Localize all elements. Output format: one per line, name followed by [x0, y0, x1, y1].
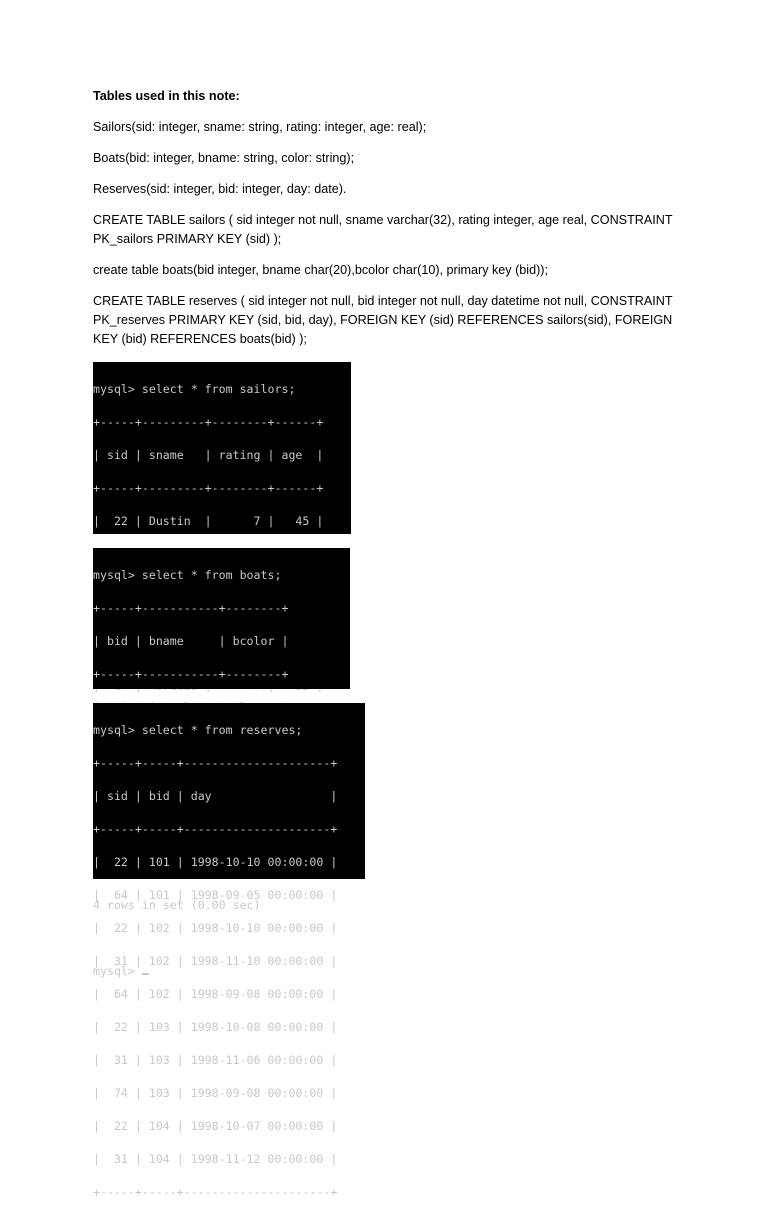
note-heading: Tables used in this note:: [93, 89, 240, 103]
table-header: | sid | sname | rating | age |: [93, 448, 324, 462]
console-command: mysql> select * from reserves;: [93, 723, 303, 737]
schema-sailors: Sailors(sid: integer, sname: string, rating: integer, age: real);: [93, 120, 427, 134]
table-row: | 31 | 104 | 1998-11-12 00:00:00 |: [93, 1152, 338, 1166]
schema-reserves: Reserves(sid: integer, bid: integer, day: date).: [93, 182, 347, 196]
sailors-console-screenshot: [93, 362, 351, 534]
table-row: | 22 | Dustin | 7 | 45 |: [93, 514, 324, 528]
console-command: mysql> select * from boats;: [93, 568, 282, 582]
table-border: +-----+-----------+--------+: [93, 667, 289, 681]
console-command: mysql> select * from sailors;: [93, 382, 296, 396]
table-row: | 22 | 102 | 1998-10-10 00:00:00 |: [93, 921, 338, 935]
schema-boats: Boats(bid: integer, bname: string, color: string);: [93, 151, 355, 165]
table-row: | 22 | 103 | 1998-10-08 00:00:00 |: [93, 1020, 338, 1034]
table-row: | 31 | 102 | 1998-11-10 00:00:00 |: [93, 954, 338, 968]
table-header: | sid | bid | day |: [93, 789, 338, 803]
table-row: | 22 | 104 | 1998-10-07 00:00:00 |: [93, 1119, 338, 1133]
table-header: | bid | bname | bcolor |: [93, 634, 289, 648]
create-boats-statement: create table boats(bid integer, bname char(20),bcolor char(10), primary key (bid));: [93, 263, 548, 277]
table-border: +-----+-----+---------------------+: [93, 1185, 338, 1199]
table-row: | 64 | 101 | 1998-09-05 00:00:00 |: [93, 888, 338, 902]
table-border: +-----+-----------+--------+: [93, 601, 289, 615]
table-border: +-----+---------+--------+------+: [93, 415, 324, 429]
table-row: | 74 | 103 | 1998-09-08 00:00:00 |: [93, 1086, 338, 1100]
table-row: | 64 | 102 | 1998-09-08 00:00:00 |: [93, 987, 338, 1001]
table-row: | 31 | 103 | 1998-11-06 00:00:00 |: [93, 1053, 338, 1067]
create-sailors-statement: CREATE TABLE sailors ( sid integer not null, sname varchar(32), rating integer, age real, CONSTRAINT PK_sailors PRIMARY KEY (sid) );: [93, 213, 673, 246]
table-row: | 22 | 101 | 1998-10-10 00:00:00 |: [93, 855, 338, 869]
create-reserves-statement: CREATE TABLE reserves ( sid integer not null, bid integer not null, day datetime not null, CONSTRAINT PK_reserves PRIMARY KEY (sid, bid, day), FOREIGN KEY (sid) REFERENCES sailors(sid), FOREIGN KEY (bid) REFERENCES boats(bid) );: [93, 294, 673, 346]
table-border: +-----+-----+---------------------+: [93, 756, 338, 770]
rows-in-set-footer: 4 rows in set (0.00 sec): [93, 898, 261, 912]
table-border: +-----+-----+---------------------+: [93, 822, 338, 836]
table-border: +-----+---------+--------+------+: [93, 481, 324, 495]
console-prompt: mysql>: [93, 964, 142, 978]
